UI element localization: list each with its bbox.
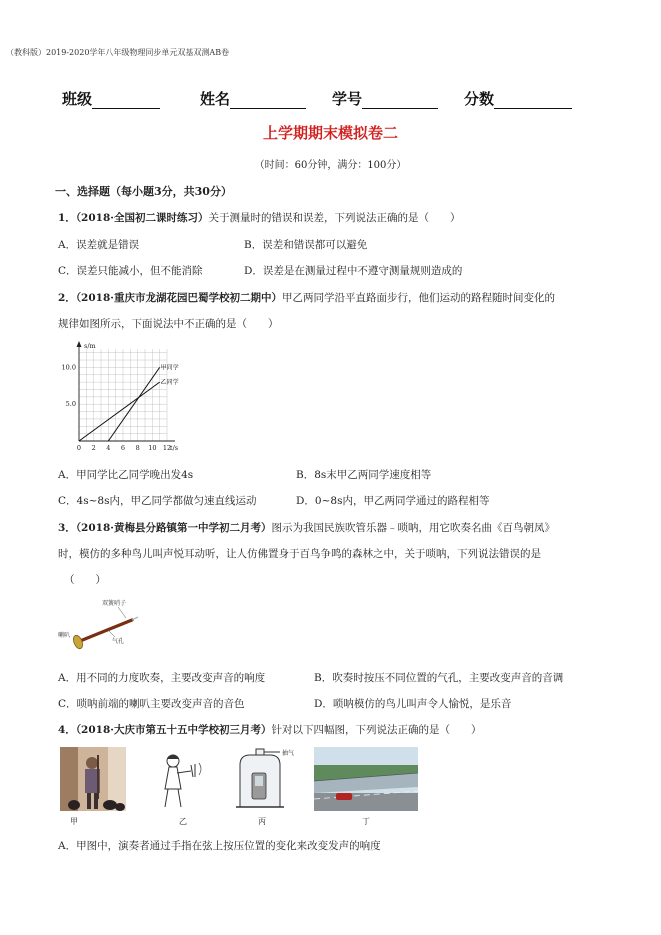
x-tick-label: 12 <box>162 444 172 452</box>
picture-bing-bell-jar <box>230 747 296 827</box>
q1-option-c[interactable]: C．误差只能减小，但不能消除 <box>58 265 203 277</box>
q4-stem <box>58 722 481 737</box>
field-id-label: 学号 <box>332 90 363 108</box>
q1-source: （2018·全国初二课时练习） <box>75 212 209 224</box>
q3-option-a[interactable]: A．用不同的力度吹奏，主要改变声音的响度 <box>58 672 266 684</box>
q4-option-a[interactable]: A．甲图中，演奏者通过手指在弦上按压位置的变化来改变发声的响度 <box>58 840 381 852</box>
q2-number: 2． <box>58 292 76 304</box>
section-heading: 一、选择题（每小题3分，共30分） <box>55 185 232 198</box>
exam-subtitle: （时间：60分钟，满分：100分） <box>254 160 407 171</box>
q4-number: 4． <box>58 724 76 736</box>
caption-ding: 丁 <box>362 817 370 826</box>
picture-yi-tuning-fork <box>153 747 213 827</box>
q3-option-c[interactable]: C．唢呐前端的喇叭主要改变声音的音色 <box>58 698 245 710</box>
q1-option-d[interactable]: D．误差是在测量过程中不遵守测量规则造成的 <box>244 265 463 277</box>
caption-bing: 丙 <box>258 817 266 826</box>
x-tick-label: 8 <box>135 444 140 452</box>
suona-reed-label: 双簧哨子 <box>102 600 127 607</box>
q2-stem-line1 <box>58 290 555 305</box>
student-info-id <box>332 88 438 109</box>
suona-bell <box>72 634 85 650</box>
y-tick-label: 10.0 <box>61 363 76 372</box>
q1-option-b[interactable]: B．误差和错误都可以避免 <box>244 239 368 251</box>
page-header: （教科版）2019-2020学年八年级物理同步单元双基双测AB卷 <box>6 48 230 57</box>
suona-illustration <box>58 596 168 651</box>
y-axis-arrow <box>77 341 82 347</box>
exam-title: 上学期期末模拟卷二 <box>262 124 398 142</box>
field-name-label: 姓名 <box>200 90 231 108</box>
q4-text: 针对以下四幅图，下列说法正确的是（ ） <box>271 724 482 736</box>
series-label-yi: 乙同学 <box>160 379 179 387</box>
q3-option-d[interactable]: D．唢呐模仿的鸟儿叫声令人愉悦，是乐音 <box>314 698 512 710</box>
field-score-input[interactable] <box>494 94 572 109</box>
x-tick-label: 6 <box>120 444 126 452</box>
suona-bell-label: 喇叭 <box>58 632 71 639</box>
suona-pipe <box>80 620 132 641</box>
q1-stem <box>58 210 460 225</box>
q3-stem-line3: （ ） <box>64 574 106 586</box>
field-score-label: 分数 <box>464 90 495 108</box>
x-tick-label: 10 <box>148 444 157 452</box>
q2-option-b[interactable]: B．8s末甲乙两同学速度相等 <box>296 469 432 481</box>
student-info-name <box>200 88 306 109</box>
q2-option-a[interactable]: A．甲同学比乙同学晚出发4s <box>58 469 194 481</box>
field-id-input[interactable] <box>362 94 438 109</box>
q2-option-d[interactable]: D．0~8s内，甲乙两同学通过的路程相等 <box>296 495 490 507</box>
x-tick-label: 2 <box>91 444 96 452</box>
x-tick-label: 0 <box>76 444 82 452</box>
x-tick-label: 4 <box>106 444 111 452</box>
q3-stem-line2: 时，模仿的多种鸟儿叫声悦耳动听，让人仿佛置身于百鸟争鸣的森林之中，关于唢呐，下列说法错误的是 <box>58 548 541 560</box>
distance-time-chart <box>55 338 200 453</box>
caption-jia: 甲 <box>70 817 78 826</box>
field-name-input[interactable] <box>230 94 306 109</box>
q3-text-1: 图示为我国民族吹管乐器﹣唢呐，用它吹奏名曲《百鸟朝凤》 <box>271 522 555 534</box>
picture-ding-noise-barrier <box>314 747 418 827</box>
q2-stem-line2: 规律如图所示，下面说法中不正确的是（ ） <box>58 318 279 330</box>
q3-option-b[interactable]: B．吹奏时按压不同位置的气孔，主要改变声音的音调 <box>314 672 564 684</box>
pump-label: 抽气 <box>282 750 295 757</box>
y-axis-label: s/m <box>84 342 96 350</box>
series-label-jia: 甲同学 <box>160 364 179 372</box>
x-axis-label: t/s <box>170 444 179 452</box>
q2-text-1: 甲乙两同学沿平直路面步行，他们运动的路程随时间变化的 <box>281 292 555 304</box>
picture-jia-musician <box>60 747 126 827</box>
q3-stem-line1 <box>58 520 555 535</box>
suona-hole-label: 气孔 <box>112 638 125 645</box>
q1-option-a[interactable]: A．误差就是错误 <box>58 239 140 251</box>
q4-source: （2018·大庆市第五十五中学校初三月考） <box>75 724 272 736</box>
student-info-score <box>464 88 572 109</box>
q1-text: 关于测量时的错误和误差，下列说法正确的是（ ） <box>208 212 461 224</box>
student-info-row <box>62 88 160 109</box>
q1-number: 1． <box>58 212 76 224</box>
q3-number: 3． <box>58 522 76 534</box>
q3-source: （2018·黄梅县分路镇第一中学初二月考） <box>75 522 272 534</box>
caption-yi: 乙 <box>179 817 187 826</box>
q2-source: （2018·重庆市龙湖花园巴蜀学校初二期中） <box>75 292 282 304</box>
y-tick-label: 5.0 <box>65 400 76 409</box>
field-class-input[interactable] <box>92 94 160 109</box>
q2-option-c[interactable]: C．4s~8s内，甲乙同学都做匀速直线运动 <box>58 495 257 507</box>
field-class-label: 班级 <box>62 90 93 108</box>
